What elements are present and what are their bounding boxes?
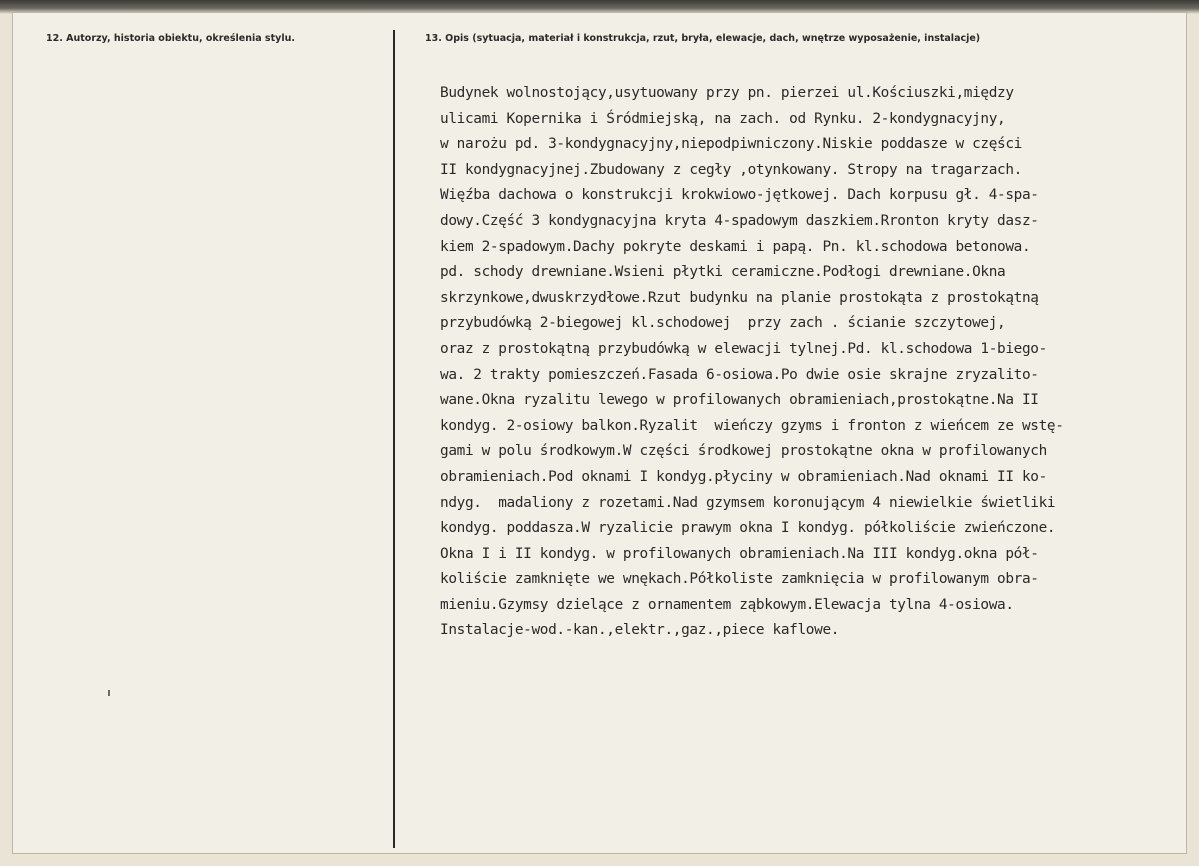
description-line: wane.Okna ryzalitu lewego w profilowanych obramieniach,prostokątne.Na II bbox=[440, 392, 1039, 409]
paper-speck bbox=[108, 690, 110, 696]
description-line: kondyg. poddasza.W ryzalicie prawym okna I kondyg. półkoliście zwieńczone. bbox=[440, 520, 1056, 537]
description-line: Budynek wolnostojący,usytuowany przy pn. pierzei ul.Kościuszki,między bbox=[440, 85, 1014, 101]
description-line: oraz z prostokątną przybudówką w elewacji tylnej.Pd. kl.schodowa 1-biego- bbox=[440, 340, 1047, 357]
description-line: Więźba dachowa o konstrukcji krokwiowo-jętkowej. Dach korpusu gł. 4-spa- bbox=[440, 187, 1039, 204]
description-line: mieniu.Gzymsy dzielące z ornamentem ząbkowym.Elewacja tylna 4-osiowa. bbox=[440, 596, 1014, 613]
description-line: pd. schody drewniane.Wsieni płytki ceramiczne.Podłogi drewniane.Okna bbox=[440, 264, 1006, 281]
description-line: koliście zamknięte we wnękach.Półkoliste zamknięcia w profilowanym obra- bbox=[440, 571, 1039, 588]
description-line: ulicami Kopernika i Śródmiejską, na zach. od Rynku. 2-kondygnacyjny, bbox=[440, 110, 1006, 127]
description-line: ndyg. madaliony z rozetami.Nad gzymsem koronującym 4 niewielkie świetliki bbox=[440, 494, 1056, 511]
section-13-description bbox=[440, 81, 1180, 644]
description-line: Okna I i II kondyg. w profilowanych obramieniach.Na III kondyg.okna pół- bbox=[440, 545, 1039, 562]
description-line: kiem 2-spadowym.Dachy pokryte deskami i papą. Pn. kl.schodowa betonowa. bbox=[440, 238, 1031, 255]
column-divider bbox=[393, 30, 395, 848]
description-line: dowy.Część 3 kondygnacyjna kryta 4-spadowym daszkiem.Rronton kryty dasz- bbox=[440, 212, 1039, 229]
description-line: przybudówką 2-biegowej kl.schodowej przy zach . ścianie szczytowej, bbox=[440, 315, 1006, 332]
description-line: kondyg. 2-osiowy balkon.Ryzalit wieńczy gzyms i fronton z wieńcem ze wstę- bbox=[440, 417, 1064, 434]
description-line: II kondygnacyjnej.Zbudowany z cegły ,otynkowany. Stropy na tragarzach. bbox=[440, 161, 1022, 178]
section-13-heading: 13. Opis (sytuacja, materiał i konstrukcja, rzut, bryła, elewacje, dach, wnętrze wyposażenie, instalacje) bbox=[425, 33, 981, 44]
description-line: obramieniach.Pod oknami I kondyg.płyciny w obramieniach.Nad oknami II ko- bbox=[440, 468, 1047, 485]
description-line: Instalacje-wod.-kan.,elektr.,gaz.,piece kaflowe. bbox=[440, 622, 840, 639]
description-line: wa. 2 trakty pomieszczeń.Fasada 6-osiowa.Po dwie osie skrajne zryzalito- bbox=[440, 366, 1039, 383]
description-line: skrzynkowe,dwuskrzydłowe.Rzut budynku na planie prostokąta z prostokątną bbox=[440, 289, 1039, 306]
description-line: w narożu pd. 3-kondygnacyjny,niepodpiwniczony.Niskie poddasze w części bbox=[440, 136, 1022, 153]
section-12-heading: 12. Autorzy, historia obiektu, określenia stylu. bbox=[46, 33, 295, 44]
description-line: gami w polu środkowym.W części środkowej prostokątne okna w profilowanych bbox=[440, 443, 1047, 460]
